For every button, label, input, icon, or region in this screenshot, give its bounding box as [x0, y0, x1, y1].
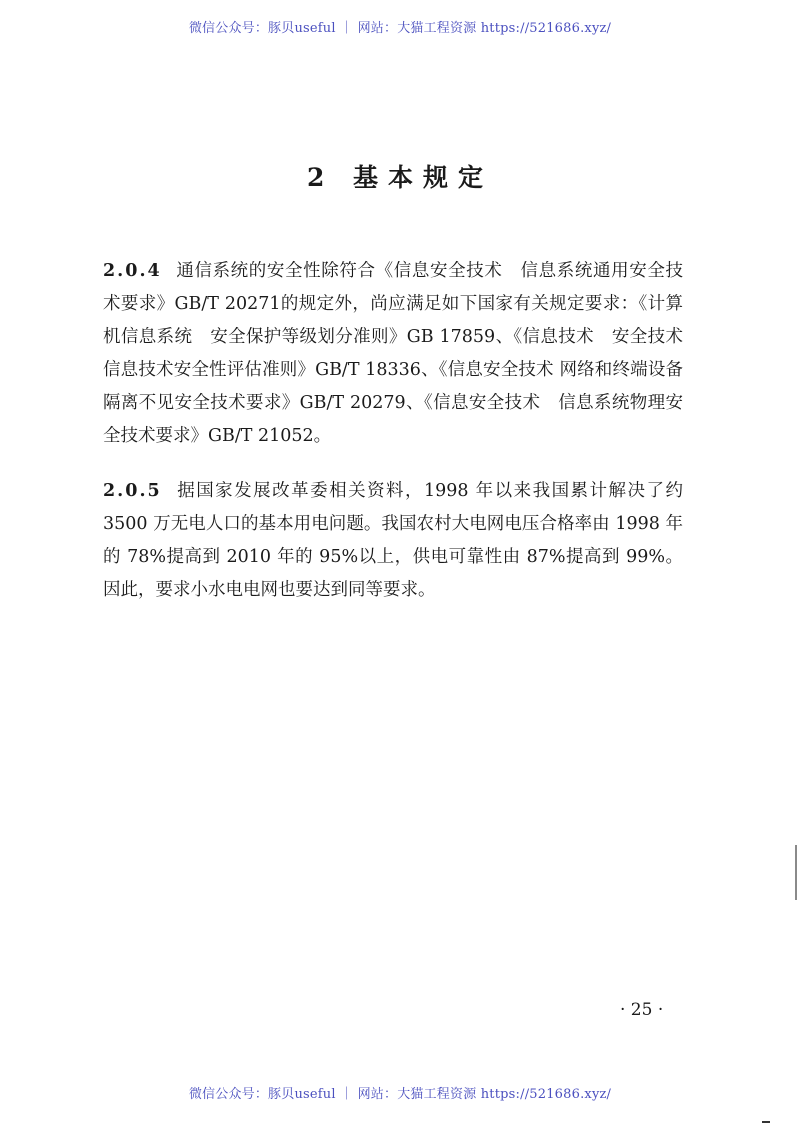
clause-number: 2.0.4 — [103, 261, 162, 281]
section-title: 2 基本规定 — [306, 163, 494, 192]
clause-text: 通信系统的安全性除符合《信息安全技术 信息系统通用安全技术要求》GB/T 20271的规定外，尚应满足如下国家有关规定要求：《计算机信息系统 安全保护等级划分准则》GB 17859、《信息技术 安全技术 信息技术安全性评估准则》GB/T 18336、《信息安全技术 网络和终端设备隔离不见安全技术要求》GB/T 20279、《信息安全技术 信息系统物理安全技术要求》GB/T 21052。 — [103, 261, 701, 446]
clause-number: 2.0.5 — [103, 481, 162, 501]
watermark-top: 微信公众号：豚贝useful ｜ 网站：大猫工程资源 https://521686.xyz/ — [188, 21, 612, 36]
clause-2-0-5 — [103, 475, 683, 607]
clause-text: 据国家发展改革委相关资料，1998 年以来我国累计解决了约 3500 万无电人口的基本用电问题。我国农村大电网电压合格率由 1998 年的 78%提高到 2010 年的 95%以上，供电可靠性由 87%提高到 99%。因此，要求小水电电网也要达到同等要求。 — [103, 481, 683, 600]
scan-corner-mark — [762, 1121, 770, 1123]
watermark-bottom: 微信公众号：豚贝useful ｜ 网站：大猫工程资源 https://521686.xyz/ — [188, 1087, 612, 1102]
clause-2-0-4 — [103, 255, 701, 453]
page-number: · 25 · — [620, 1000, 664, 1020]
scan-edge-mark — [795, 845, 797, 900]
